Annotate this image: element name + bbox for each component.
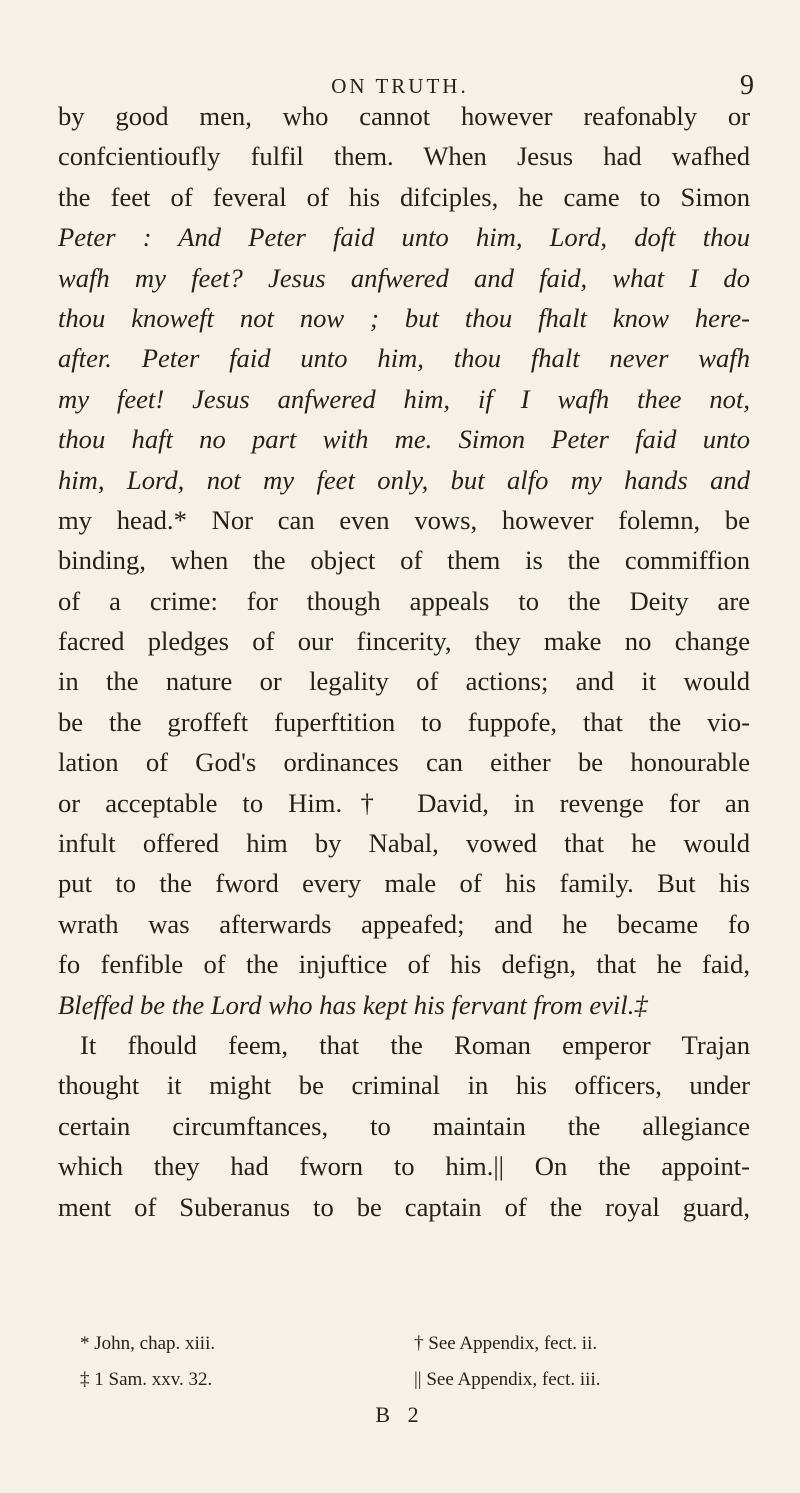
text-line: lation of God's ordinances can either be honourable bbox=[58, 747, 750, 778]
text-line: wrath was afterwards appeafed; and he became fo bbox=[58, 908, 750, 939]
text-line: my feet! Jesus anfwered him, if I wafh thee not, bbox=[58, 383, 750, 414]
text-line: infult offered him by Nabal, vowed that he would bbox=[58, 828, 750, 859]
text-line: thought it might be criminal in his officers, under bbox=[58, 1070, 750, 1101]
text-line: the feet of feveral of his difciples, he came to Simon bbox=[58, 181, 750, 212]
text-line: or acceptable to Him.† David, in revenge for an bbox=[58, 787, 750, 818]
text-line: Bleffed be the Lord who has kept his fervant from evil.‡ bbox=[58, 989, 648, 1020]
running-head: ON TRUTH. bbox=[331, 74, 469, 98]
text-line: after. Peter faid unto him, thou fhalt never wafh bbox=[58, 343, 750, 374]
text-line: of a crime: for though appeals to the Deity are bbox=[58, 585, 750, 616]
text-line: binding, when the object of them is the commiffion bbox=[58, 545, 750, 576]
text-line: in the nature or legality of actions; and it would bbox=[58, 666, 750, 697]
text-line: be the groffeft fuperftition to fuppofe, that the vio- bbox=[58, 706, 750, 737]
text-line: facred pledges of our fincerity, they make no change bbox=[58, 626, 750, 657]
text-line: by good men, who cannot however reafonably or bbox=[58, 101, 750, 131]
text-line: ment of Suberanus to be captain of the royal guard, bbox=[58, 1191, 750, 1222]
footnote: † See Appendix, fect. ii. bbox=[414, 1333, 598, 1354]
page-number: 9 bbox=[740, 70, 754, 101]
text-line: thou knoweft not now ; but thou fhalt know here- bbox=[58, 302, 750, 333]
text-line: put to the fword every male of his family. But his bbox=[58, 868, 750, 899]
text-line: confcientioufly fulfil them. When Jesus had wafhed bbox=[58, 141, 750, 172]
footnote-row bbox=[80, 1326, 720, 1362]
text-line: my head.* Nor can even vows, however folemn, be bbox=[58, 504, 750, 535]
footnote-row bbox=[80, 1362, 720, 1398]
text-line: fo fenfible of the injuftice of his defign, that he faid, bbox=[58, 949, 750, 980]
text-line: Peter : And Peter faid unto him, Lord, doft thou bbox=[58, 222, 750, 253]
signature-mark: B 2 bbox=[375, 1402, 425, 1427]
footnote: ‡ 1 Sam. xxv. 32. bbox=[80, 1369, 213, 1390]
footnote: * John, chap. xiii. bbox=[80, 1333, 216, 1354]
text-line: It fhould feem, that the Roman emperor Trajan bbox=[80, 1029, 750, 1060]
text-line: thou haft no part with me. Simon Peter faid unto bbox=[58, 424, 750, 455]
body-text bbox=[58, 96, 750, 1227]
text-line: which they had fworn to him.|| On the appoint- bbox=[58, 1151, 750, 1182]
text-line: him, Lord, not my feet only, but alfo my hands and bbox=[58, 464, 750, 495]
footnotes bbox=[80, 1326, 720, 1398]
text-line: wafh my feet? Jesus anfwered and faid, what I do bbox=[58, 262, 750, 293]
footnote: || See Appendix, fect. iii. bbox=[414, 1369, 601, 1390]
text-line: certain circumftances, to maintain the allegiance bbox=[58, 1110, 750, 1141]
